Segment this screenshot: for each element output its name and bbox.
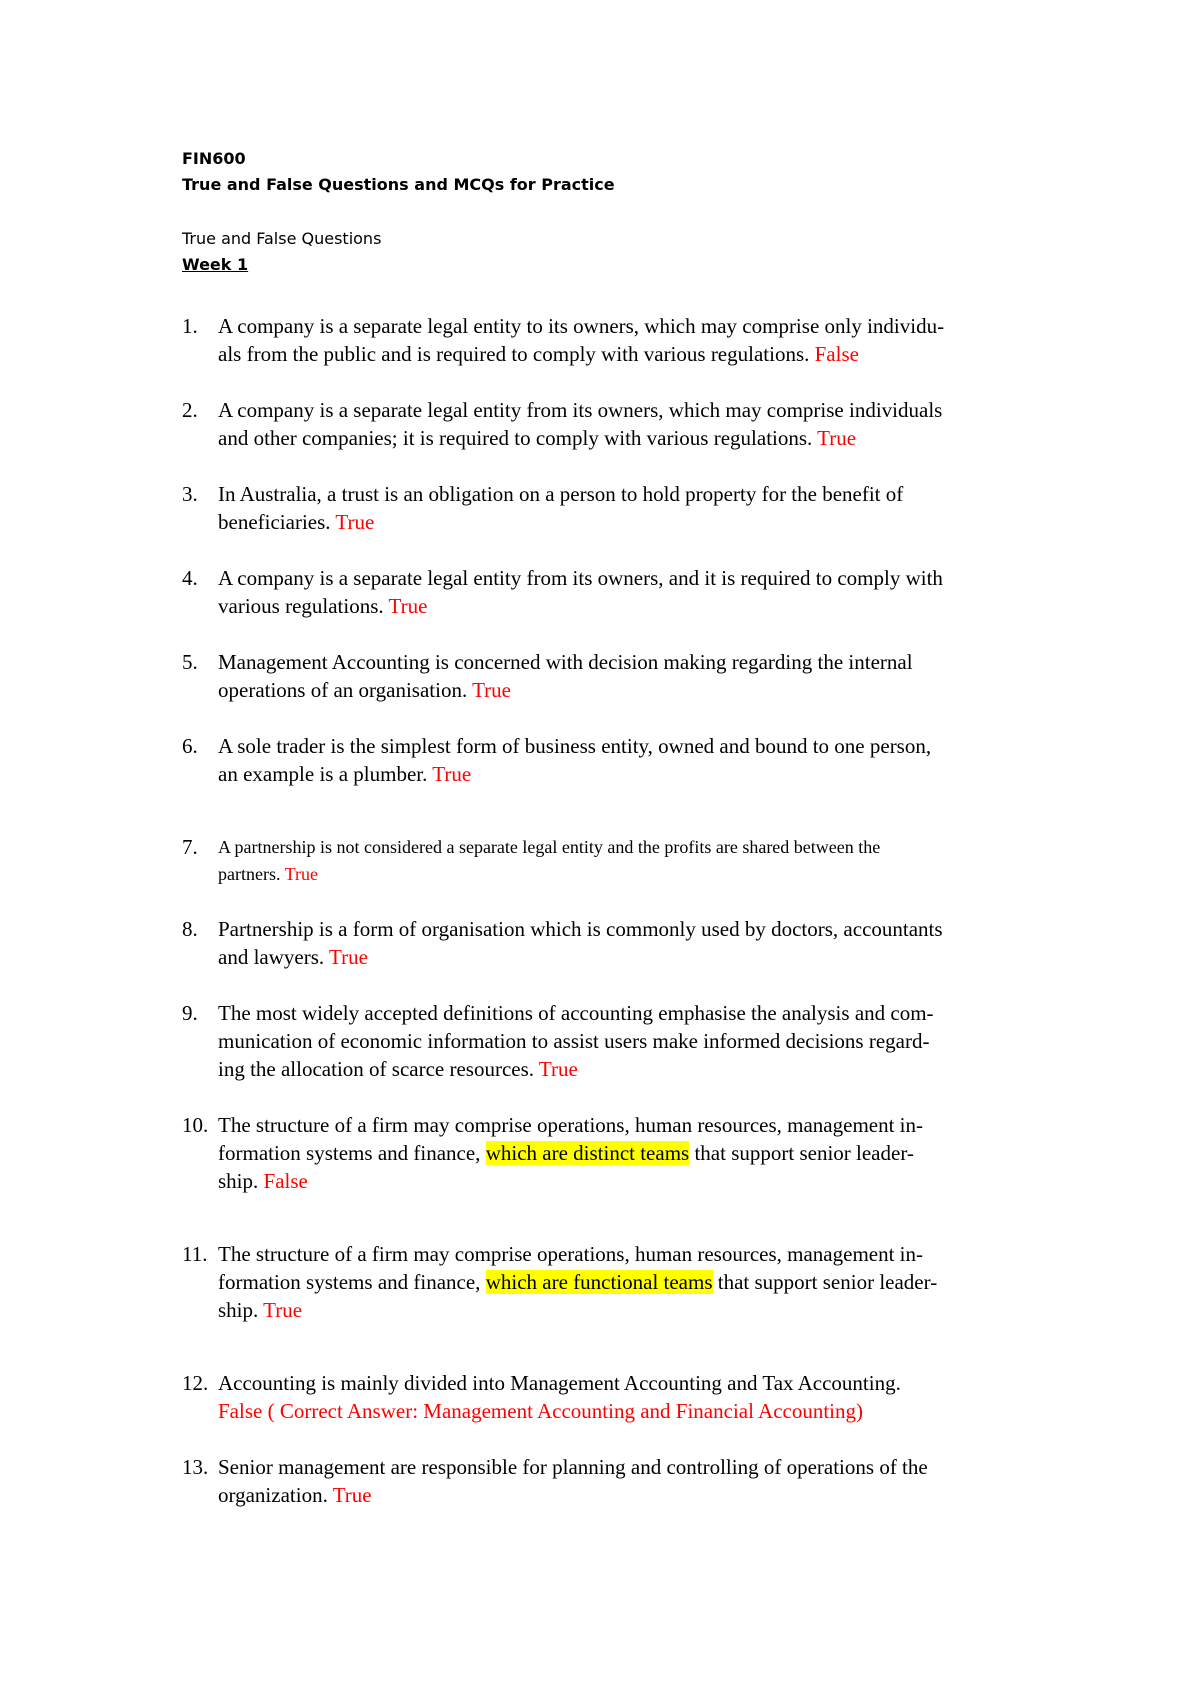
question-text (218, 1111, 1062, 1195)
question-line: that support senior leader- (689, 1141, 914, 1165)
question-text (218, 915, 1062, 971)
answer-label: True (432, 762, 472, 786)
answer-label: True (817, 426, 857, 450)
question-item (182, 1240, 1062, 1324)
question-line: that support senior leader- (712, 1270, 938, 1294)
question-line: ing the allocation of scarce resources. (218, 1057, 539, 1081)
question-line: formation systems and finance, (218, 1141, 486, 1165)
answer-label: True (332, 1483, 372, 1507)
question-number: 10. (182, 1113, 209, 1137)
question-line: Accounting is mainly divided into Management Accounting and Tax Accounting. (218, 1371, 901, 1395)
question-line: A partnership is not considered a separate legal entity and the profits are shared between the (218, 837, 881, 857)
question-text (218, 1453, 1062, 1509)
question-line: formation systems and finance, (218, 1270, 486, 1294)
question-number: 11. (182, 1242, 208, 1266)
question-item (182, 999, 1062, 1083)
question-item (182, 480, 1062, 536)
question-line: beneficiaries. (218, 510, 336, 534)
question-line: partners. (218, 864, 285, 884)
question-number: 2. (182, 398, 198, 422)
question-line: The most widely accepted definitions of accounting emphasise the analysis and com- (218, 1001, 934, 1025)
question-line: Senior management are responsible for planning and controlling of operations of the (218, 1455, 928, 1479)
question-item (182, 1111, 1062, 1195)
question-line: organization. (218, 1483, 333, 1507)
highlighted-text: which are distinct teams (485, 1141, 690, 1165)
question-text (218, 834, 1062, 888)
question-number: 5. (182, 650, 198, 674)
question-number: 13. (182, 1455, 209, 1479)
question-text (218, 1240, 1062, 1324)
question-number: 12. (182, 1371, 209, 1395)
answer-label: False (814, 342, 859, 366)
question-line: A company is a separate legal entity to its owners, which may comprise only individu- (218, 314, 945, 338)
question-item (182, 834, 1062, 888)
question-item (182, 396, 1062, 452)
question-item (182, 1369, 1062, 1425)
answer-label: True (329, 945, 368, 969)
highlighted-text: which are functional teams (485, 1270, 713, 1294)
question-text (218, 648, 1062, 704)
question-number: 7. (182, 835, 198, 859)
question-line: In Australia, a trust is an obligation on a person to hold property for the benefit of (218, 482, 904, 506)
question-line: als from the public and is required to comply with various regulations. (218, 342, 815, 366)
answer-label: True (388, 594, 428, 618)
question-number: 1. (182, 314, 198, 338)
question-line: various regulations. (218, 594, 389, 618)
question-line: The structure of a firm may comprise operations, human resources, management in- (218, 1242, 924, 1266)
document-title: True and False Questions and MCQs for Practice (182, 175, 615, 194)
question-item (182, 564, 1062, 620)
answer-label: True (538, 1057, 578, 1081)
question-item (182, 1453, 1062, 1509)
question-number: 9. (182, 1001, 198, 1025)
question-line: Management Accounting is concerned with decision making regarding the internal (218, 650, 913, 674)
question-item (182, 648, 1062, 704)
question-number: 6. (182, 734, 198, 758)
question-line: A sole trader is the simplest form of business entity, owned and bound to one person, (218, 734, 932, 758)
question-line: operations of an organisation. (218, 678, 473, 702)
answer-label: False (263, 1169, 308, 1193)
question-text (218, 732, 1062, 788)
question-text (218, 564, 1062, 620)
question-text (218, 396, 1062, 452)
question-number: 3. (182, 482, 198, 506)
question-text (218, 999, 1062, 1083)
document-header (182, 146, 615, 278)
answer-label: True (284, 864, 319, 884)
question-line: ship. (218, 1169, 264, 1193)
section-title: True and False Questions (182, 229, 382, 248)
question-item (182, 312, 1062, 368)
question-line: munication of economic information to assist users make informed decisions regard- (218, 1029, 930, 1053)
answer-label: True (472, 678, 511, 702)
question-number: 4. (182, 566, 198, 590)
answer-label: True (335, 510, 375, 534)
question-text (218, 312, 1062, 368)
question-text (218, 480, 1062, 536)
question-line: and lawyers. (218, 945, 329, 969)
question-line: A company is a separate legal entity from its owners, and it is required to comply with (218, 566, 943, 590)
question-item (182, 732, 1062, 788)
question-text (218, 1369, 1062, 1425)
week-heading: Week 1 (182, 255, 249, 274)
question-line: ship. (218, 1298, 264, 1322)
answer-label: True (263, 1298, 303, 1322)
question-line: The structure of a firm may comprise operations, human resources, management in- (218, 1113, 924, 1137)
question-item (182, 915, 1062, 971)
question-number: 8. (182, 917, 198, 941)
question-line: Partnership is a form of organisation which is commonly used by doctors, accountants (218, 917, 943, 941)
question-line: and other companies; it is required to comply with various regulations. (218, 426, 818, 450)
question-line: A company is a separate legal entity from its owners, which may comprise individuals (218, 398, 943, 422)
course-code: FIN600 (182, 149, 246, 168)
answer-label: False ( Correct Answer: Management Accounting and Financial Accounting) (218, 1399, 864, 1423)
question-line: an example is a plumber. (218, 762, 433, 786)
